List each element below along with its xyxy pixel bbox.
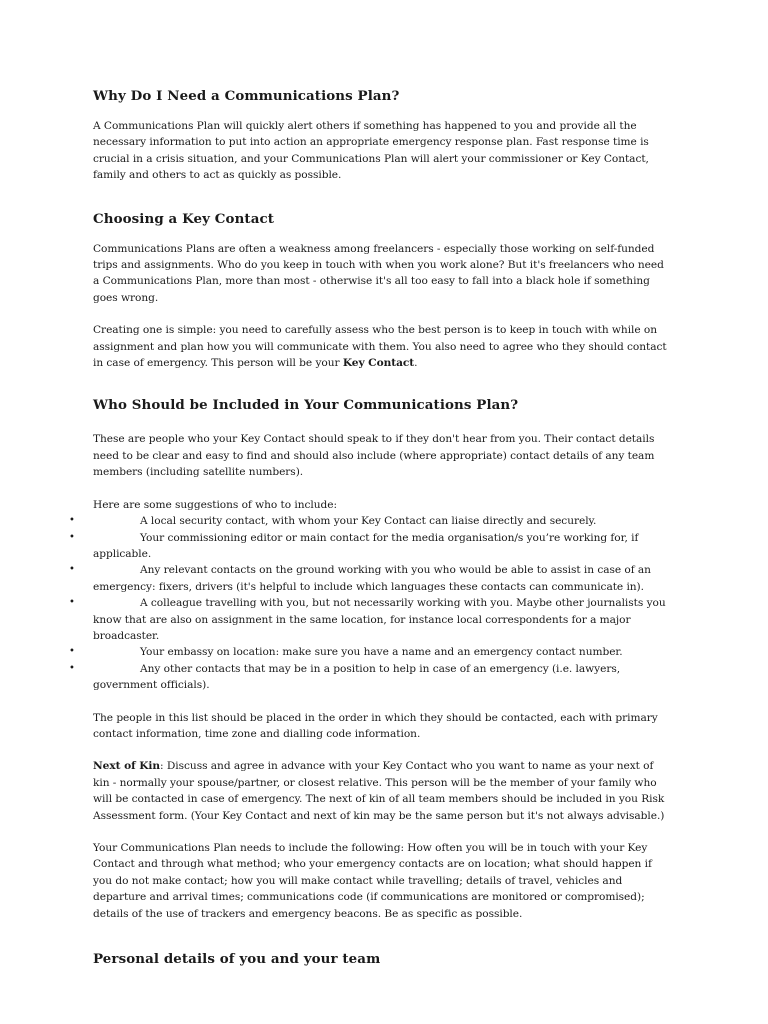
paragraph-contacts-intro: These are people who your Key Contact should speak to if they don't hear from you. Their contact details need to be clear and easy to find and should also include (where appropriate) contact details of any team members (including satellite numbers). bbox=[93, 433, 655, 479]
heading-personal-details: Personal details of you and your team bbox=[93, 951, 381, 968]
paragraph-creating-plan-end: . bbox=[414, 357, 418, 370]
list-item-text: Your embassy on location: make sure you have a name and an emergency contact number. bbox=[140, 646, 623, 659]
list-item-text: Your commissioning editor or main contact for the media organisation/s you’re working for, if applicable. bbox=[93, 531, 639, 560]
paragraph-creating-plan-text: Creating one is simple: you need to carefully assess who the best person is to keep in touch with while on assignment and plan how you will communicate with them. You also need to agree who they should contact in case of emergency. This person will be your bbox=[93, 324, 667, 370]
list-item bbox=[69, 530, 673, 563]
suggestions-list bbox=[69, 513, 673, 693]
next-of-kin-bold: Next of Kin bbox=[93, 760, 161, 773]
paragraph-suggestions-intro: Here are some suggestions of who to include: bbox=[93, 498, 337, 511]
bullet-icon: • bbox=[69, 662, 75, 674]
next-of-kin-text: : Discuss and agree in advance with your Key Contact who you want to name as your next of kin - normally your spouse/partner, or closest relative. This person will be the member of your family who will be contacted in case of emergency. The next of kin of all team members should be included in you Risk Assessment form. (Your Key Contact and next of kin may be the same person but it's not always advisable.) bbox=[93, 760, 665, 822]
paragraph-next-of-kin bbox=[93, 758, 673, 824]
list-item-text: Any other contacts that may be in a position to help in case of an emergency (i.e. lawyers, government officials). bbox=[93, 662, 621, 692]
bullet-icon: • bbox=[69, 515, 75, 527]
document-page bbox=[69, 88, 673, 968]
paragraph-contact-order: The people in this list should be placed in the order in which they should be contacted, each with primary contact information, time zone and dialling code information. bbox=[93, 711, 658, 740]
bullet-icon: • bbox=[69, 531, 75, 543]
list-item-text: A colleague travelling with you, but not necessarily working with you. Maybe other journalists you know that are also on assignment in the same location, for instance local correspondents for a major broadcaster. bbox=[93, 597, 666, 642]
list-item bbox=[69, 513, 673, 529]
list-item bbox=[69, 562, 673, 595]
heading-why-plan: Why Do I Need a Communications Plan? bbox=[93, 88, 400, 104]
list-item bbox=[69, 595, 673, 644]
list-item-text: Any relevant contacts on the ground working with you who would be able to assist in case of an emergency: fixers, drivers (it's helpful to include which languages these contacts can communicate in). bbox=[93, 564, 651, 593]
paragraph-freelancers: Communications Plans are often a weakness among freelancers - especially those working on self-funded trips and assignments. Who do you keep in touch with when you work alone? But it's freelancers who need a Communications Plan, more than most - otherwise it's all too easy to fall into a black hole if something goes wrong. bbox=[93, 242, 664, 304]
paragraph-plan-contents: Your Communications Plan needs to include the following: How often you will be in touch with your Key Contact and through what method; who your emergency contacts are on location; what should happen if you do not make contact; how you will make contact while travelling; details of travel, vehicles and departure and arrival times; communications code (if communications are monitored or compromised); details of the use of trackers and emergency beacons. Be as specific as possible. bbox=[93, 842, 652, 920]
bullet-icon: • bbox=[69, 646, 75, 658]
heading-choosing-key-contact: Choosing a Key Contact bbox=[93, 210, 275, 227]
list-item bbox=[69, 644, 673, 660]
list-item-text: A local security contact, with whom your Key Contact can liaise directly and securely. bbox=[140, 515, 597, 528]
heading-who-included: Who Should be Included in Your Communications Plan? bbox=[93, 397, 519, 414]
bullet-icon: • bbox=[69, 597, 75, 609]
paragraph-why-plan: A Communications Plan will quickly alert others if something has happened to you and provide all the necessary information to put into action an appropriate emergency response plan. Fast response time is crucial in a crisis situation, and your Communications Plan will alert your commissioner or Key Contact, family and others to act as quickly as possible. bbox=[93, 120, 649, 182]
list-item bbox=[69, 661, 673, 694]
bullet-icon: • bbox=[69, 564, 75, 576]
paragraph-creating-plan bbox=[93, 322, 673, 371]
key-contact-bold: Key Contact bbox=[342, 357, 415, 370]
